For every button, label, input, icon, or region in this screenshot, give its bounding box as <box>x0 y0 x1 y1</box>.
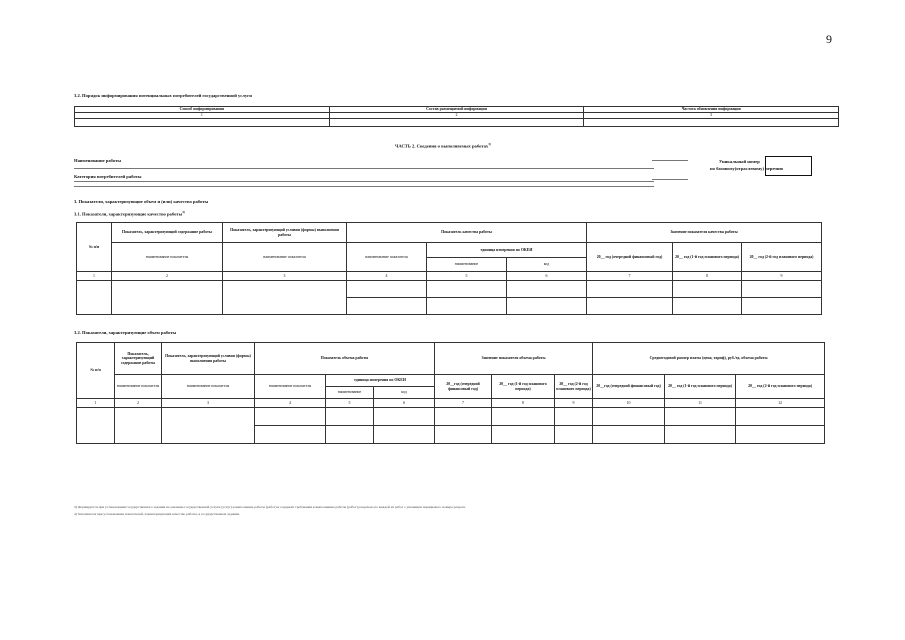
volume-cell <box>326 426 374 444</box>
volume-cell <box>255 426 326 444</box>
quality-cell <box>427 298 507 315</box>
quality-cell <box>587 298 673 315</box>
footnote-3: 3) Формируется при установлении государственного задания на оказание государственной услуги (услуг) и выполнение работы (работ) и содержит требования к выполнению работы (работ) раздельно по каждой из работ с указанием порядкового номера раздела. <box>74 505 466 509</box>
section-3-2-volume-heading: 3.2. Показатели, характеризующие объем работы <box>74 330 177 335</box>
volume-cell <box>255 408 326 426</box>
quality-table <box>76 222 822 315</box>
quality-subheader-year-2: 20__ год (1-й год планового периода) <box>673 243 742 272</box>
informing-header-frequency: Частота обновления информации <box>584 107 839 113</box>
volume-cell <box>435 426 492 444</box>
footnote-4: 4) Заполняется при установлении показателей, характеризующих качество работы, в государственном задании. <box>74 512 240 516</box>
volume-cell <box>593 426 665 444</box>
section-3-heading: 3. Показатели, характеризующие объем и (или) качество работы <box>74 199 209 204</box>
volume-cell <box>374 408 435 426</box>
volume-cell <box>374 426 435 444</box>
volume-cell <box>736 408 825 426</box>
volume-table <box>76 342 825 444</box>
table-row <box>77 408 825 426</box>
quality-cell <box>742 298 822 315</box>
consumer-line-2 <box>74 186 654 187</box>
work-name-line <box>74 168 654 169</box>
volume-header-price: Среднегодовой размер платы (цена, тариф), руб./ед. объема работы <box>593 343 825 375</box>
quality-header-indicator: Показатель качества работы <box>347 223 587 243</box>
price-subheader-year-2: 20__ год (1-й год планового периода) <box>665 375 736 399</box>
volume-cell <box>492 426 555 444</box>
volume-col-number: 6 <box>374 399 435 408</box>
quality-subheader-year-1: 20__ год (очередной финансовый год) <box>587 243 673 272</box>
quality-cell <box>112 281 223 315</box>
section-3-1-text: 3.1. Показатели, характеризующие качество работы <box>74 211 183 217</box>
volume-cell <box>492 408 555 426</box>
volume-subheader-conditions-name: наименование показателя <box>162 375 255 399</box>
informing-cell <box>584 119 839 127</box>
quality-header-values: Значение показателя качества работы <box>587 223 822 243</box>
consumer-line-1 <box>74 181 654 182</box>
work-name-label: Наименование работы <box>74 158 121 163</box>
quality-header-content: Показатель, характеризующий содержание работы <box>112 223 223 243</box>
quality-cell <box>223 281 347 315</box>
volume-cell <box>736 426 825 444</box>
volume-subheader-indicator-name: наименование показателя <box>255 375 326 399</box>
quality-col-number: 1 <box>77 272 112 281</box>
consumer-category-label: Категория потребителей работы <box>74 174 142 179</box>
volume-cell <box>555 408 593 426</box>
table-row <box>77 281 822 298</box>
volume-col-number: 12 <box>736 399 825 408</box>
quality-col-number: 8 <box>673 272 742 281</box>
volume-subheader-content-name: наименование показателя <box>115 375 162 399</box>
work-name-short-line <box>652 160 688 161</box>
quality-subheader-unit-name: наименование <box>427 258 507 272</box>
quality-cell <box>673 281 742 298</box>
informing-cell <box>329 119 584 127</box>
volume-header-number: № п/п <box>77 343 115 399</box>
volume-subheader-unit-name: наименование <box>326 387 374 399</box>
volume-subheader-code: код <box>374 387 435 399</box>
volume-cell <box>665 426 736 444</box>
page-number: 9 <box>826 32 832 46</box>
unique-number-box[interactable] <box>765 156 812 176</box>
volume-cell <box>326 408 374 426</box>
informing-header-method: Способ информирования <box>75 107 330 113</box>
volume-cell <box>115 408 162 444</box>
consumer-short-line <box>652 179 688 180</box>
informing-cell <box>75 119 330 127</box>
volume-col-number: 7 <box>435 399 492 408</box>
quality-subheader-content-name: наименование показателя <box>112 243 223 272</box>
quality-header-conditions: Показатель, характеризующий условия (формы) выполнения работы <box>223 223 347 243</box>
quality-col-number: 4 <box>347 272 427 281</box>
quality-cell <box>673 298 742 315</box>
quality-cell <box>742 281 822 298</box>
quality-cell <box>507 281 587 298</box>
quality-col-number: 7 <box>587 272 673 281</box>
volume-subheader-okei: единица измерения по ОКЕИ <box>326 375 435 387</box>
volume-header-values: Значение показателя объема работы <box>435 343 593 375</box>
quality-subheader-code: код <box>507 258 587 272</box>
volume-subheader-year-1: 20__год (очередной финансовый год) <box>435 375 492 399</box>
part-2-title-footnote-mark: 3) <box>488 142 491 146</box>
quality-cell <box>507 298 587 315</box>
section-3-2-heading: 3.2. Порядок информирования потенциальных потребителей государственной услуги <box>74 93 252 98</box>
quality-col-number: 6 <box>507 272 587 281</box>
volume-col-number: 3 <box>162 399 255 408</box>
quality-col-number: 3 <box>223 272 347 281</box>
quality-subheader-conditions-name: наименование показателя <box>223 243 347 272</box>
informing-col-number: 1 <box>75 113 330 119</box>
volume-col-number: 4 <box>255 399 326 408</box>
volume-col-number: 8 <box>492 399 555 408</box>
quality-subheader-year-3: 20__ год (2-й год планового периода) <box>742 243 822 272</box>
informing-col-number: 3 <box>584 113 839 119</box>
quality-col-number: 2 <box>112 272 223 281</box>
part-2-title-text: ЧАСТЬ 2. Сведения о выполняемых работах <box>395 143 489 149</box>
volume-subheader-year-3: 20__ год (2-й год планового периода) <box>555 375 593 399</box>
section-3-1-footnote-mark: 4) <box>182 210 185 214</box>
volume-col-number: 11 <box>665 399 736 408</box>
quality-subheader-indicator-name: наименование показателя <box>347 243 427 272</box>
volume-col-number: 2 <box>115 399 162 408</box>
section-3-1-heading <box>74 211 185 217</box>
volume-cell <box>593 408 665 426</box>
volume-header-content: Показатель, характеризующий содержание работы <box>115 343 162 375</box>
volume-header-conditions: Показатель, характеризующий условия (формы) выполнения работы <box>162 343 255 375</box>
informing-header-content: Состав размещаемой информации <box>329 107 584 113</box>
price-subheader-year-1: 20__год (очередной финансовый год) <box>593 375 665 399</box>
part-2-title <box>395 143 491 149</box>
quality-cell <box>587 281 673 298</box>
quality-cell <box>347 298 427 315</box>
quality-cell <box>427 281 507 298</box>
price-subheader-year-3: 20__ год (2-й год планового периода) <box>736 375 825 399</box>
quality-subheader-okei: единица измерения по ОКЕИ <box>427 243 587 258</box>
volume-cell <box>77 408 115 444</box>
quality-col-number: 9 <box>742 272 822 281</box>
informing-table <box>74 106 839 127</box>
unique-number-label: Уникальный номер <box>719 159 760 164</box>
volume-col-number: 9 <box>555 399 593 408</box>
volume-col-number: 5 <box>326 399 374 408</box>
quality-header-number: № п/п <box>77 223 112 272</box>
volume-cell <box>665 408 736 426</box>
volume-subheader-year-2: 20__ год (1-й год планового периода) <box>492 375 555 399</box>
informing-col-number: 2 <box>329 113 584 119</box>
volume-col-number: 10 <box>593 399 665 408</box>
volume-cell <box>435 408 492 426</box>
quality-cell <box>77 281 112 315</box>
unique-number-sublabel: по базовому(отраслевому) перечню <box>710 166 784 171</box>
volume-cell <box>162 408 255 444</box>
quality-col-number: 5 <box>427 272 507 281</box>
volume-cell <box>555 426 593 444</box>
quality-cell <box>347 281 427 298</box>
volume-col-number: 1 <box>77 399 115 408</box>
volume-header-indicator: Показатель объема работы <box>255 343 435 375</box>
